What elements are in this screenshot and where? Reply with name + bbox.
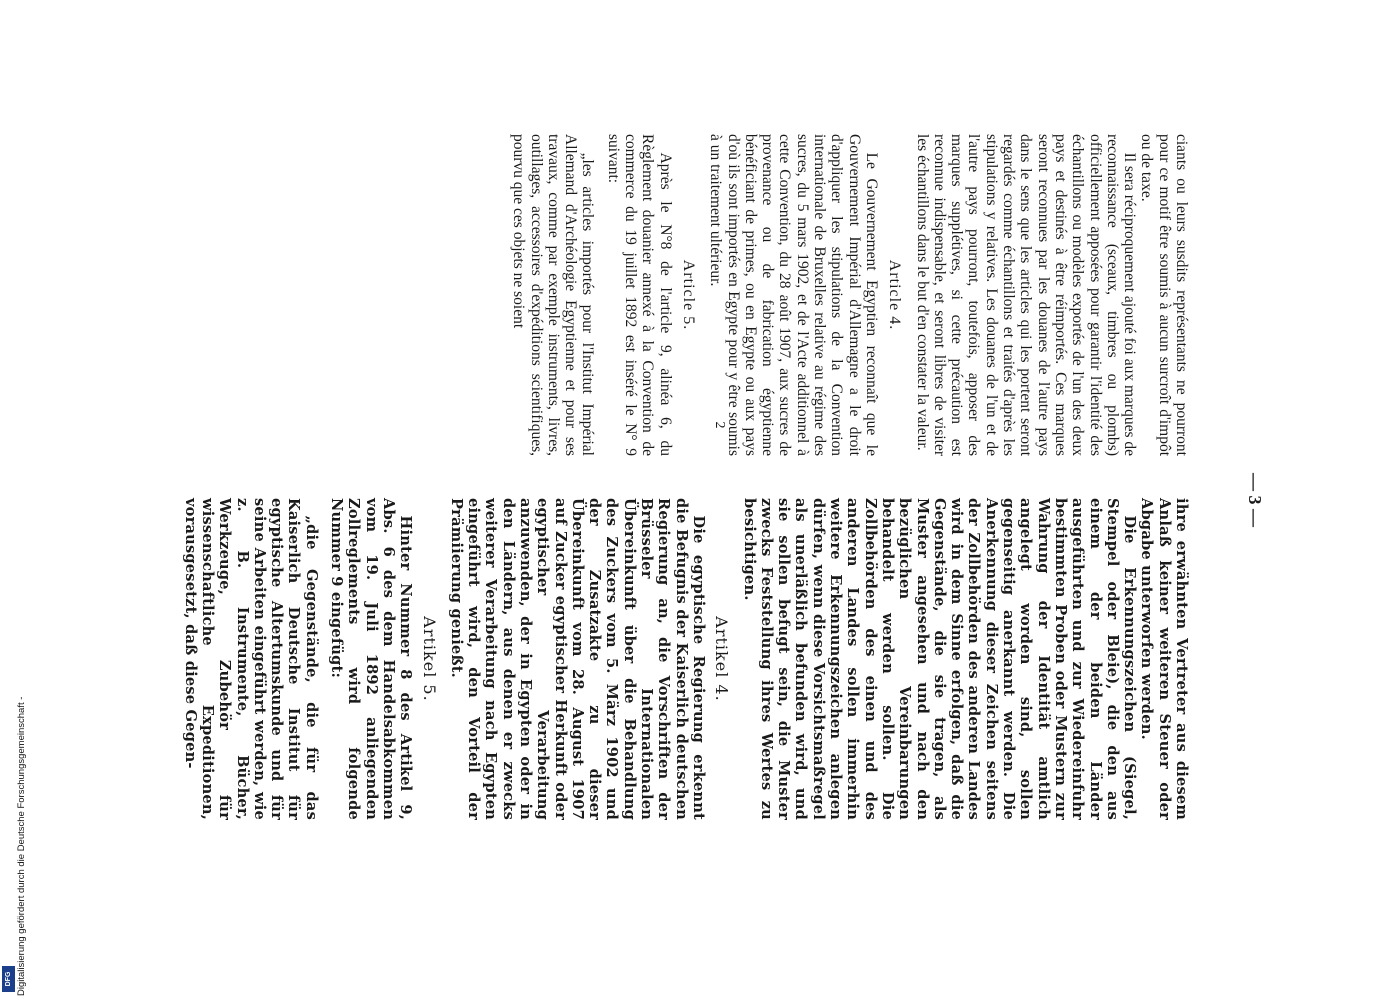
dfg-logo [2, 966, 15, 992]
dfg-logo-text: DFG [5, 971, 12, 987]
digitization-footer [2, 606, 27, 996]
footer-text: Digitalisierung gefördert durch die Deutsche Forschungsgemeinschaft - [16, 696, 27, 996]
german-column [181, 498, 1190, 820]
german-article-5-quote: „die Gegenstände, die für das Kaiserlich Deutsche Institut für egyptische Altertumskunde und für seine Arbeiten eingeführt werden, wie z. B. Instrumente, Bücher, Werkzeuge, Zubehör für wissenschaftliche Expeditionen, vorausgesetzt, daß diese Gegen- [181, 498, 320, 820]
german-article-5-text: Hinter Nummer 8 des Artikel 9, Abs. 6 des dem Handelsabkommen vom 19. Juli 1892 anliegenden Zollreglements wird folgende Nummer 9 eingefügt: [328, 498, 415, 820]
german-article-5-heading: Artikel 5. [419, 616, 439, 702]
french-paragraph-identity-marks: Il sera réciproquement ajouté foi aux marques de reconnaissance (sceaux, timbres ou plombs) officiellement apposées pour garantir l'identité des échantillons ou modèles exportés de l'un des deux pays et destinés à être réimportés. Ces marques seront reconnues par les douanes de l'autre pays dans le sens que les articles qui les portent seront regardés comme échantillons et traités d'après les stipulations y relatives. Les douanes de l'un et de l'autre pays pourront, toutefois, apposer des marques supplétives, si cette précaution est reconnue indispensable, et seront libres de visiter les échantillons dans le but d'en constater la valeur. [913, 134, 1139, 457]
french-article-4-heading: Article 4. [886, 259, 904, 331]
german-paragraph-identity-marks: Die Erkennungszeichen (Siegel, Stempel oder Bleie), die den aus einem der beiden Länder ausgeführten und zur Wiedereinfuhr bestimmten Proben oder Mustern zur Wahrung der Identität amtlich angelegt worden sind, sollen gegenseitig anerkannt werden. Die Anerkennung dieser Zeichen seitens der Zollbehörden des anderen Landes wird in dem Sinne erfolgen, daß die Gegenstände, die sie tragen, als Muster angesehen und nach den bezüglichen Vereinbarungen behandelt werden sollen. Die Zollbehörden des einen und des anderen Landes sollen immerhin weitere Erkennungszeichen anlegen dürfen, wenn diese Vorsichtsmaßregel als unerläßlich befunden wird, und sie sollen befugt sein, die Muster zwecks Feststellung ihres Wertes zu besichtigen. [740, 498, 1139, 820]
german-continuation: ihre erwähnten Vertreter aus diesem Anlaß keiner weiteren Steuer oder Abgabe unterworfen werden. [1138, 498, 1190, 820]
french-column [510, 134, 1190, 456]
french-continuation: ciants ou leurs susdits représentants ne pourront pour ce motif être soumis à aucun surcroît d'impôt ou de taxe. [1138, 134, 1190, 456]
page-number: — 3 — [1245, 473, 1265, 527]
german-article-4-text: Die egyptische Regierung erkennt die Befugnis der Kaiserlich deutschen Regierung an, die Vorschriften der Brüsseler Internationalen Übereinkunft über die Behandlung des Zuckers vom 5. März 1902 und der Zusatzakte zu dieser Übereinkunft vom 28. August 1907 auf Zucker egyptischer Herkunft oder egyptischer Verarbeitung anzuwenden, der in Egypten oder in den Ländern, aus denen er zwecks weiterer Verarbeitung nach Egypten eingeführt wird, den Vorteil der Prämiierung genießt. [447, 498, 707, 820]
french-article-5-text: Après le N°8 de l'article 9, alinéa 6, du Règlement douanier annexé à la Convention de commerce du 19 juillet 1892 est inséré le N° 9 suivant: [604, 134, 674, 456]
french-article-5-heading: Article 5. [679, 259, 697, 331]
german-article-4-heading: Artikel 4. [712, 616, 732, 702]
french-article-5-quote: „les articles importés pour l'Institut Impérial Allemand d'Archéologie Egyptienne et pour ses travaux, comme par exemple instruments, livres, outillages, accessoires d'expéditions scientifiques, pourvu que ces objets ne soient [510, 134, 597, 456]
french-article-4-text: Le Gouvernement Egyptien reconnaît que le Gouvernement Impérial d'Allemagne a le droit d'appliquer les stipulations de la Convention internationale de Bruxelles relative au régime des sucres, du 5 mars 1902, et de l'Acte additionnel à cette Convention, du 28 août 1907, aux sucres de provenance ou de fabrication égyptienne bénéficiant de primes, ou en Egypte ou aux pays d'où ils sont importés en Egypte pour y être soumis à un traitement ultérieur. [707, 134, 880, 456]
printer-signature: 2 [712, 421, 727, 429]
